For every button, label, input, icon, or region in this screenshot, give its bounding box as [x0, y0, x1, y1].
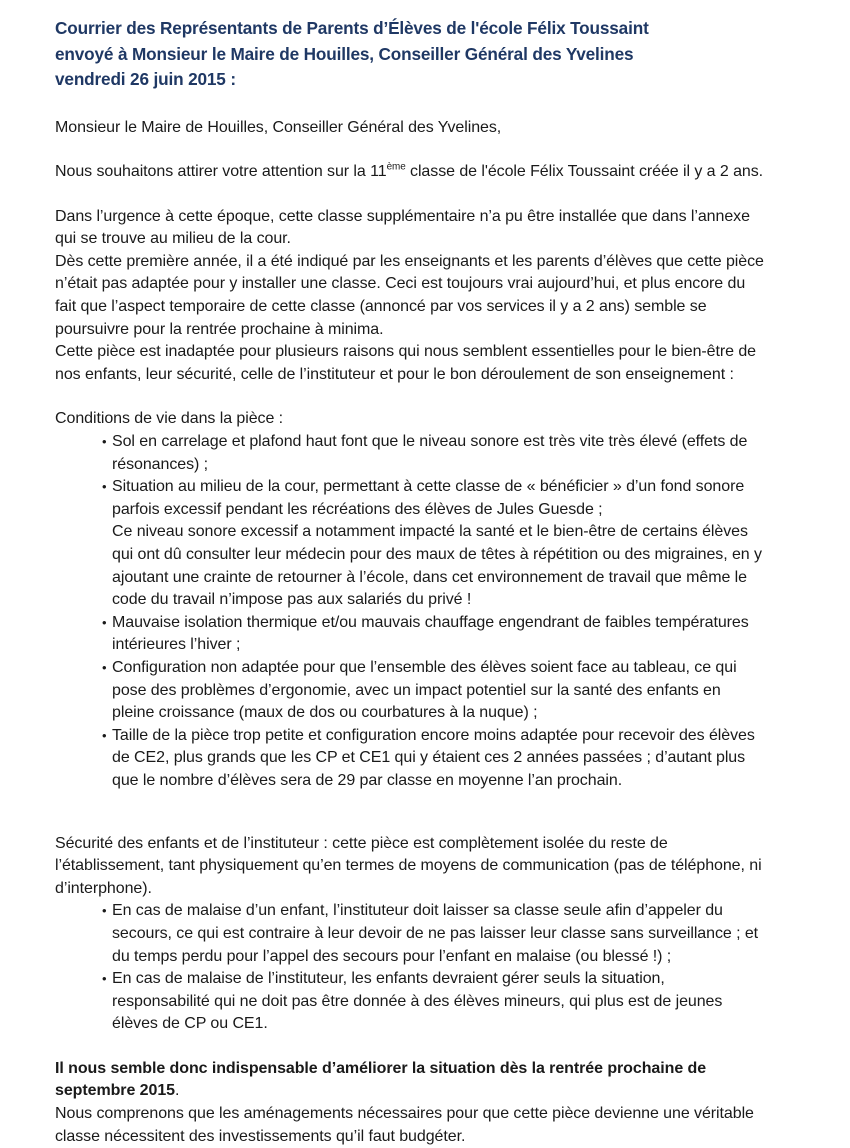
bullet-icon: • — [102, 434, 107, 450]
paragraph-inadaptee: Cette pièce est inadaptée pour plusieurs raisons qui nous semblent essentielles pour le bien-être de nos enfants, leur sécurité, celle de l’instituteur et pour le bon déroulement de son enseignement : — [55, 343, 756, 383]
bullet-icon: • — [102, 971, 107, 987]
paragraph-premiere-annee: Dès cette première année, il a été indiqué par les enseignants et les parents d’élèves que cette pièce n’était pas adaptée pour y installer une classe. Ceci est toujours vrai aujourd’hui, et plus encore du fait que l’aspect temporaire de cette classe (annoncé par vos services il y a 2 ans) semble se poursuivre pour la rentrée prochaine à minima. — [55, 252, 764, 338]
list-item-text: En cas de malaise de l’instituteur, les enfants devraient gérer seuls la situation, responsabilité qui ne doit pas être donnée à des élèves mineurs, qui plus est de jeunes élèves de CP ou CE1. — [112, 970, 723, 1033]
list-item-text: En cas de malaise d’un enfant, l’instituteur doit laisser sa classe seule afin d’appeler du secours, ce qui est contraire à leur devoir de ne pas laisser leur classe sans surveillance ; et du temps perdu pour l’appel des secours pour l’enfant en malaise (ou blessé !) ; — [112, 902, 759, 965]
list-item-text: Mauvaise isolation thermique et/ou mauvais chauffage engendrant de faibles températures intérieures l’hiver ; — [112, 613, 749, 654]
intro-paragraph — [55, 161, 765, 184]
bullet-icon: • — [102, 614, 107, 630]
list-item-text: Configuration non adaptée pour que l’ensemble des élèves soient face au tableau, ce qui pose des problèmes d’ergonomie, avec un impact potentiel sur la santé des enfants en pleine croissance (maux de dos ou courbatures à la nuque) ; — [112, 658, 737, 722]
list-item-text: Taille de la pièce trop petite et configuration encore moins adaptée pour recevoir des élèves de CE2, plus grands que les CP et CE1 qui y étaient ces 2 années passées ; d’autant plus que le nombre d’élèves sera de 29 par classe en moyenne l’an prochain. — [112, 726, 755, 789]
list-item — [55, 900, 765, 968]
list-item-text: Sol en carrelage et plafond haut font que le niveau sonore est très vite très élevé (effets de résonances) ; — [112, 433, 748, 473]
section-securite-heading: Sécurité des enfants et de l’instituteur : cette pièce est complètement isolée du reste de l’établissement, tant physiquement qu’en termes de moyens de communication (pas de téléphone, ni d’interphone). — [55, 834, 762, 897]
list-item-subtext: Ce niveau sonore excessif a notamment impacté la santé et le bien-être de certains élèves qui ont dû consulter leur médecin pour des maux de têtes à répétition ou des migraines, en y ajoutant une crainte de retourner à l’école, dans cet environnement de travail que même le code du travail n’impose pas aux salariés du privé ! — [112, 523, 762, 609]
conditions-list — [55, 431, 765, 793]
title-line-3: vendredi 26 juin 2015 : — [55, 69, 236, 89]
conclusion-paragraph — [55, 1058, 765, 1103]
closing-paragraph: Nous comprenons que les aménagements nécessaires pour que cette pièce devienne une véritable classe nécessitent des investissements qu’il faut budgéter. — [55, 1105, 754, 1145]
spacer — [55, 139, 765, 161]
intro-text-before: Nous souhaitons attirer votre attention sur la 11 — [55, 163, 387, 181]
list-item — [55, 725, 765, 793]
list-item — [55, 657, 765, 725]
title-line-2: envoyé à Monsieur le Maire de Houilles, Conseiller Général des Yvelines — [55, 43, 634, 64]
list-item — [55, 612, 765, 657]
list-item — [55, 968, 765, 1036]
conclusion-period: . — [174, 1082, 180, 1100]
list-item — [55, 431, 765, 476]
page-title — [55, 16, 765, 93]
spacer — [55, 793, 765, 833]
spacer — [55, 184, 765, 206]
bullet-icon: • — [102, 659, 107, 675]
list-item-text: Situation au milieu de la cour, permettant à cette classe de « bénéficier » d’un fond sonore parfois excessif pendant les récréations des élèves de Jules Guesde ; — [112, 478, 745, 518]
spacer — [55, 386, 765, 408]
title-line-1: Courrier des Représentants de Parents d’Élèves de l'école Félix Toussaint — [55, 18, 649, 38]
intro-text-after: classe de l'école Félix Toussaint créée il y a 2 ans. — [405, 163, 764, 181]
paragraph-urgence: Dans l’urgence à cette époque, cette classe supplémentaire n’a pu être installée que dans l’annexe qui se trouve au milieu de la cour. — [55, 207, 750, 248]
securite-list — [55, 900, 765, 1036]
bullet-icon: • — [102, 903, 107, 919]
conclusion-bold-text: Il nous semble donc indispensable d’améliorer la situation dès la rentrée prochaine de septembre 2015 — [55, 1059, 707, 1100]
list-item — [55, 476, 765, 612]
section-conditions-heading: Conditions de vie dans la pièce : — [55, 410, 284, 428]
bullet-icon: • — [102, 479, 107, 495]
bullet-icon: • — [102, 727, 107, 743]
intro-superscript: ème — [386, 161, 406, 173]
salutation: Monsieur le Maire de Houilles, Conseiller Général des Yvelines, — [55, 118, 502, 136]
spacer — [55, 1036, 765, 1058]
